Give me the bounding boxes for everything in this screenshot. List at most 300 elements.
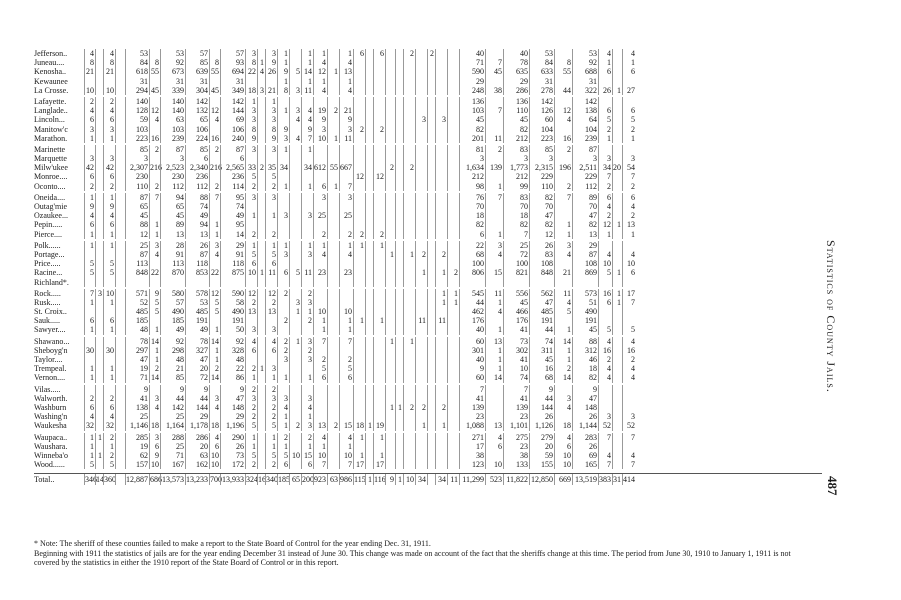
table-cell bbox=[149, 211, 160, 220]
table-cell bbox=[622, 241, 636, 250]
table-cell bbox=[301, 220, 313, 229]
table-cell bbox=[115, 355, 125, 364]
table-cell bbox=[435, 172, 447, 181]
table-cell: 55 bbox=[327, 163, 339, 172]
table-cell bbox=[598, 316, 612, 325]
table-cell: 83 bbox=[529, 250, 554, 259]
table-cell: 490 bbox=[220, 307, 245, 316]
table-cell: 11 bbox=[415, 316, 427, 325]
table-cell: 1 bbox=[103, 134, 115, 143]
table-cell bbox=[245, 355, 257, 364]
table-cell: 16 bbox=[258, 475, 266, 485]
table-cell bbox=[403, 442, 415, 451]
table-cell bbox=[554, 316, 572, 325]
table-cell: 3 bbox=[257, 86, 265, 95]
table-cell: 4 bbox=[209, 115, 220, 124]
table-cell bbox=[289, 193, 301, 202]
table-cell: 1 bbox=[277, 241, 289, 250]
table-cell: 142 bbox=[160, 403, 185, 412]
table-cell: 65 bbox=[125, 202, 149, 211]
table-cell: 10 bbox=[403, 474, 415, 485]
table-cell bbox=[403, 355, 415, 364]
table-cell: 3 bbox=[245, 106, 257, 115]
table-cell: 7 bbox=[622, 460, 636, 469]
table-cell bbox=[435, 433, 447, 442]
table-cell: 7 bbox=[301, 134, 313, 143]
table-cell: 5 bbox=[84, 460, 95, 469]
table-cell bbox=[447, 364, 459, 373]
table-cell: 6 bbox=[84, 403, 95, 412]
table-cell: 2 bbox=[84, 394, 95, 403]
table-cell: 1 bbox=[257, 58, 265, 67]
table-cell bbox=[339, 412, 353, 421]
table-cell bbox=[327, 154, 339, 163]
table-cell bbox=[415, 259, 427, 268]
table-cell bbox=[353, 134, 365, 143]
table-cell bbox=[365, 337, 373, 346]
table-cell: 302 bbox=[503, 346, 529, 355]
table-cell bbox=[339, 394, 353, 403]
table-cell: 3 bbox=[289, 106, 301, 115]
table-cell: 38 bbox=[459, 451, 485, 460]
table-cell bbox=[485, 115, 503, 124]
table-cell: 1 bbox=[277, 145, 289, 154]
table-cell: 108 bbox=[572, 259, 598, 268]
table-cell: 1 bbox=[103, 325, 115, 334]
table-cell bbox=[612, 433, 622, 442]
table-cell bbox=[373, 154, 385, 163]
table-cell bbox=[435, 394, 447, 403]
table-cell: 19 bbox=[125, 364, 149, 373]
table-cell: 9 bbox=[265, 134, 277, 143]
table-cell: 288 bbox=[160, 433, 185, 442]
table-cell: 2 bbox=[84, 182, 95, 191]
table-row bbox=[34, 49, 822, 58]
table-cell: 4 bbox=[339, 86, 353, 95]
table-cell: 13,519 bbox=[572, 474, 598, 485]
table-cell: 3 bbox=[149, 394, 160, 403]
table-cell bbox=[485, 316, 503, 325]
table-cell: 47 bbox=[572, 394, 598, 403]
side-title-text: Statistics of County Jails. bbox=[824, 240, 838, 393]
table-cell: 8 bbox=[554, 58, 572, 67]
table-cell bbox=[622, 316, 636, 325]
table-cell bbox=[435, 49, 447, 58]
table-cell: 286 bbox=[503, 86, 529, 95]
table-cell: 2 bbox=[554, 364, 572, 373]
table-cell: 20 bbox=[185, 442, 209, 451]
table-cell: 53 bbox=[572, 49, 598, 58]
table-cell bbox=[447, 412, 459, 421]
table-cell: 22 bbox=[459, 241, 485, 250]
table-cell bbox=[257, 77, 265, 86]
table-cell: 466 bbox=[503, 307, 529, 316]
table-cell: 2 bbox=[103, 182, 115, 191]
table-cell: 3 bbox=[103, 154, 115, 163]
table-cell: 13,233 bbox=[186, 475, 208, 485]
table-cell bbox=[115, 474, 125, 485]
table-cell bbox=[95, 250, 103, 259]
table-cell bbox=[403, 385, 415, 394]
table-cell: 4 bbox=[554, 250, 572, 259]
table-cell bbox=[373, 394, 385, 403]
table-cell: 4 bbox=[301, 115, 313, 124]
table-cell: 12 bbox=[313, 67, 327, 76]
table-cell bbox=[612, 373, 622, 382]
table-cell bbox=[103, 278, 115, 287]
table-cell: 1 bbox=[149, 230, 160, 239]
table-cell: 1 bbox=[485, 346, 503, 355]
table-cell bbox=[257, 373, 265, 382]
table-cell bbox=[485, 259, 503, 268]
table-cell: 1 bbox=[277, 58, 289, 67]
table-cell bbox=[554, 125, 572, 134]
table-cell: 2 bbox=[265, 298, 277, 307]
county-name: Rusk..... bbox=[34, 297, 61, 307]
table-cell bbox=[327, 172, 339, 181]
table-cell: 25 bbox=[503, 241, 529, 250]
table-cell: 155 bbox=[529, 460, 554, 469]
table-cell: 2 bbox=[265, 412, 277, 421]
table-cell: 26 bbox=[529, 241, 554, 250]
table-cell: 6 bbox=[598, 67, 612, 76]
county-name: Waupaca.. bbox=[34, 432, 68, 442]
table-cell: 1 bbox=[301, 182, 313, 191]
table-cell: 6 bbox=[245, 346, 257, 355]
table-cell: 1 bbox=[84, 298, 95, 307]
table-cell: 4 bbox=[84, 211, 95, 220]
table-row bbox=[34, 298, 822, 307]
table-cell bbox=[447, 307, 459, 316]
table-cell bbox=[365, 49, 373, 58]
table-cell: 128 bbox=[125, 106, 149, 115]
table-cell: 9 bbox=[149, 451, 160, 460]
table-cell: 126 bbox=[529, 106, 554, 115]
table-cell bbox=[220, 278, 245, 287]
table-cell: 29 bbox=[572, 241, 598, 250]
table-cell: 13,573 bbox=[162, 475, 184, 485]
table-cell: 25 bbox=[313, 211, 327, 220]
table-cell bbox=[485, 451, 503, 460]
table-cell: 230 bbox=[160, 172, 185, 181]
table-cell: 136 bbox=[459, 97, 485, 106]
table-cell bbox=[95, 230, 103, 239]
table-cell: 22 bbox=[220, 364, 245, 373]
table-cell: 1 bbox=[313, 77, 327, 86]
table-cell: 50 bbox=[220, 325, 245, 334]
table-cell: 116 bbox=[374, 475, 386, 485]
table-cell bbox=[427, 385, 435, 394]
table-cell bbox=[257, 182, 265, 191]
table-cell bbox=[447, 250, 459, 259]
table-cell: 9 bbox=[160, 385, 185, 394]
table-cell: 4 bbox=[84, 49, 95, 58]
table-cell: 31 bbox=[160, 77, 185, 86]
table-cell: 1 bbox=[327, 134, 339, 143]
table-cell: 2,511 bbox=[572, 163, 598, 172]
table-cell: 16 bbox=[211, 133, 219, 143]
table-cell: 87 bbox=[125, 193, 149, 202]
table-cell: 148 bbox=[220, 403, 245, 412]
table-cell bbox=[403, 346, 415, 355]
table-cell: 8 bbox=[149, 58, 160, 67]
table-cell bbox=[447, 451, 459, 460]
table-cell bbox=[403, 125, 415, 134]
table-cell: 4 bbox=[622, 451, 636, 460]
table-cell: 4 bbox=[339, 250, 353, 259]
table-cell bbox=[554, 385, 572, 394]
table-cell bbox=[257, 433, 265, 442]
table-cell: 3 bbox=[103, 125, 115, 134]
table-cell: 5 bbox=[245, 250, 257, 259]
table-cell bbox=[265, 355, 277, 364]
table-cell bbox=[622, 394, 636, 403]
table-cell: 142 bbox=[529, 97, 554, 106]
table-cell bbox=[415, 58, 427, 67]
table-cell bbox=[403, 394, 415, 403]
table-cell: 53 bbox=[529, 49, 554, 58]
table-cell: 62 bbox=[125, 451, 149, 460]
table-cell: 4 bbox=[257, 67, 265, 76]
table-cell bbox=[327, 385, 339, 394]
table-cell: 26 bbox=[185, 241, 209, 250]
table-cell: 38 bbox=[503, 451, 529, 460]
table-cell bbox=[289, 325, 301, 334]
table-cell: 12 bbox=[529, 230, 554, 239]
table-cell: 70 bbox=[459, 202, 485, 211]
table-cell: 1 bbox=[435, 421, 447, 430]
table-cell: 25 bbox=[125, 241, 149, 250]
table-cell: 1 bbox=[84, 241, 95, 250]
table-cell: 2 bbox=[622, 355, 636, 364]
table-cell: 52 bbox=[598, 421, 612, 430]
table-cell bbox=[612, 115, 622, 124]
table-cell bbox=[415, 211, 427, 220]
table-cell: 283 bbox=[572, 433, 598, 442]
table-cell bbox=[485, 211, 503, 220]
table-cell bbox=[612, 394, 622, 403]
table-cell bbox=[277, 193, 289, 202]
table-cell bbox=[385, 460, 395, 469]
table-cell: 165 bbox=[572, 460, 598, 469]
table-cell bbox=[327, 355, 339, 364]
table-cell bbox=[435, 385, 447, 394]
table-cell bbox=[245, 220, 257, 229]
table-cell bbox=[403, 412, 415, 421]
table-cell: 34 bbox=[435, 474, 447, 485]
table-cell: 68 bbox=[459, 250, 485, 259]
table-cell: 2 bbox=[103, 451, 115, 460]
table-cell bbox=[435, 451, 447, 460]
table-cell: 1 bbox=[313, 325, 327, 334]
table-cell: 51 bbox=[572, 298, 598, 307]
table-cell: 40 bbox=[459, 355, 485, 364]
table-cell: 1 bbox=[84, 433, 95, 442]
table-cell: 33 bbox=[245, 163, 257, 172]
table-cell: 5 bbox=[245, 451, 257, 460]
table-cell bbox=[427, 307, 435, 316]
table-cell bbox=[612, 355, 622, 364]
table-cell: 485 bbox=[185, 307, 209, 316]
table-cell: 1 bbox=[245, 442, 257, 451]
table-cell: 49 bbox=[220, 211, 245, 220]
table-cell: 41 bbox=[503, 394, 529, 403]
table-cell bbox=[257, 460, 265, 469]
table-cell: 1 bbox=[598, 58, 612, 67]
table-cell: 26 bbox=[598, 86, 612, 95]
page-number-text: 487 bbox=[825, 476, 840, 496]
table-cell: 562 bbox=[529, 289, 554, 298]
table-cell bbox=[289, 394, 301, 403]
table-cell bbox=[373, 145, 385, 154]
table-cell bbox=[365, 412, 373, 421]
table-cell: 383 bbox=[599, 475, 611, 485]
table-cell bbox=[365, 385, 373, 394]
table-cell: 13 bbox=[185, 230, 209, 239]
table-cell: 1 bbox=[327, 182, 339, 191]
table-cell bbox=[415, 460, 427, 469]
table-cell: 1 bbox=[385, 403, 395, 412]
table-cell: 1 bbox=[149, 325, 160, 334]
table-cell: 44 bbox=[529, 394, 554, 403]
table-cell bbox=[339, 346, 353, 355]
table-cell bbox=[327, 337, 339, 346]
table-cell: 2 bbox=[265, 385, 277, 394]
table-cell: 490 bbox=[572, 307, 598, 316]
table-cell: 2 bbox=[149, 182, 160, 191]
table-cell bbox=[115, 373, 125, 382]
table-cell: 11 bbox=[447, 474, 459, 485]
table-cell bbox=[95, 355, 103, 364]
table-cell bbox=[95, 211, 103, 220]
table-cell: 1 bbox=[149, 346, 160, 355]
table-cell bbox=[385, 421, 395, 430]
table-cell bbox=[365, 373, 373, 382]
table-cell: 1 bbox=[612, 289, 622, 298]
table-cell bbox=[415, 278, 427, 287]
table-cell bbox=[427, 268, 435, 277]
table-cell bbox=[435, 154, 447, 163]
table-cell: 94 bbox=[160, 193, 185, 202]
table-cell: 298 bbox=[160, 346, 185, 355]
table-cell bbox=[277, 230, 289, 239]
table-cell: 3 bbox=[459, 154, 485, 163]
table-cell bbox=[373, 202, 385, 211]
table-cell bbox=[353, 154, 365, 163]
table-cell: 78 bbox=[125, 337, 149, 346]
table-cell: 64 bbox=[572, 115, 598, 124]
table-cell bbox=[365, 125, 373, 134]
table-cell: 2 bbox=[289, 421, 301, 430]
table-cell bbox=[435, 163, 447, 172]
table-cell bbox=[485, 77, 503, 86]
table-cell: 633 bbox=[529, 67, 554, 76]
table-cell: 1 bbox=[327, 67, 339, 76]
table-cell: 1 bbox=[149, 220, 160, 229]
table-cell: 2 bbox=[403, 403, 415, 412]
table-cell: 73 bbox=[220, 451, 245, 460]
table-cell: 1 bbox=[612, 268, 622, 277]
table-cell: 26 bbox=[220, 442, 245, 451]
table-cell: 103 bbox=[160, 125, 185, 134]
table-cell bbox=[427, 460, 435, 469]
county-name: Washburn bbox=[34, 402, 67, 412]
table-cell: 2 bbox=[103, 433, 115, 442]
table-cell bbox=[427, 230, 435, 239]
table-cell bbox=[353, 193, 365, 202]
table-cell: 9 bbox=[265, 58, 277, 67]
table-cell: 3 bbox=[435, 115, 447, 124]
table-cell bbox=[415, 154, 427, 163]
table-cell: 47 bbox=[185, 355, 209, 364]
table-cell bbox=[115, 433, 125, 442]
table-cell bbox=[373, 337, 385, 346]
table-cell bbox=[385, 145, 395, 154]
table-cell: 6 bbox=[84, 220, 95, 229]
table-cell bbox=[395, 385, 403, 394]
table-cell bbox=[257, 49, 265, 58]
table-cell bbox=[612, 337, 622, 346]
table-cell bbox=[427, 278, 435, 287]
table-cell bbox=[447, 230, 459, 239]
table-row bbox=[34, 145, 822, 154]
table-cell bbox=[257, 115, 265, 124]
table-cell: 1,088 bbox=[459, 421, 485, 430]
table-cell: 1 bbox=[365, 474, 373, 485]
table-cell bbox=[447, 58, 459, 67]
table-cell: 346 bbox=[85, 475, 97, 485]
table-cell: 5 bbox=[598, 268, 612, 277]
table-cell: 5 bbox=[149, 307, 160, 316]
table-cell: 848 bbox=[125, 268, 149, 277]
table-cell bbox=[612, 211, 622, 220]
county-name: Milw'ukee bbox=[34, 163, 68, 173]
table-cell: 14 bbox=[554, 337, 572, 346]
table-cell: 545 bbox=[459, 289, 485, 298]
table-cell: 3 bbox=[209, 394, 220, 403]
table-cell: 4 bbox=[209, 433, 220, 442]
table-cell: 523 bbox=[485, 474, 503, 485]
table-cell bbox=[245, 154, 257, 163]
county-name: Oneida.... bbox=[34, 192, 66, 202]
table-cell: 1 bbox=[209, 346, 220, 355]
table-cell: 82 bbox=[572, 220, 598, 229]
table-cell: 41 bbox=[125, 394, 149, 403]
table-cell: 1 bbox=[339, 325, 353, 334]
table-cell bbox=[373, 346, 385, 355]
table-cell: 14 bbox=[96, 475, 104, 485]
table-cell bbox=[447, 421, 459, 430]
table-row bbox=[34, 202, 822, 211]
table-cell: 53 bbox=[160, 49, 185, 58]
table-cell bbox=[395, 145, 403, 154]
table-cell: 148 bbox=[572, 403, 598, 412]
table-cell bbox=[149, 125, 160, 134]
table-row bbox=[34, 211, 822, 220]
table-cell bbox=[95, 77, 103, 86]
table-cell bbox=[403, 193, 415, 202]
table-cell: 9 bbox=[572, 385, 598, 394]
table-cell: 65 bbox=[185, 115, 209, 124]
table-cell bbox=[289, 364, 301, 373]
table-cell bbox=[403, 134, 415, 143]
table-cell bbox=[435, 364, 447, 373]
table-cell bbox=[485, 125, 503, 134]
table-cell bbox=[313, 220, 327, 229]
table-cell bbox=[373, 193, 385, 202]
table-cell: 20 bbox=[613, 163, 621, 173]
table-cell: 47 bbox=[529, 298, 554, 307]
